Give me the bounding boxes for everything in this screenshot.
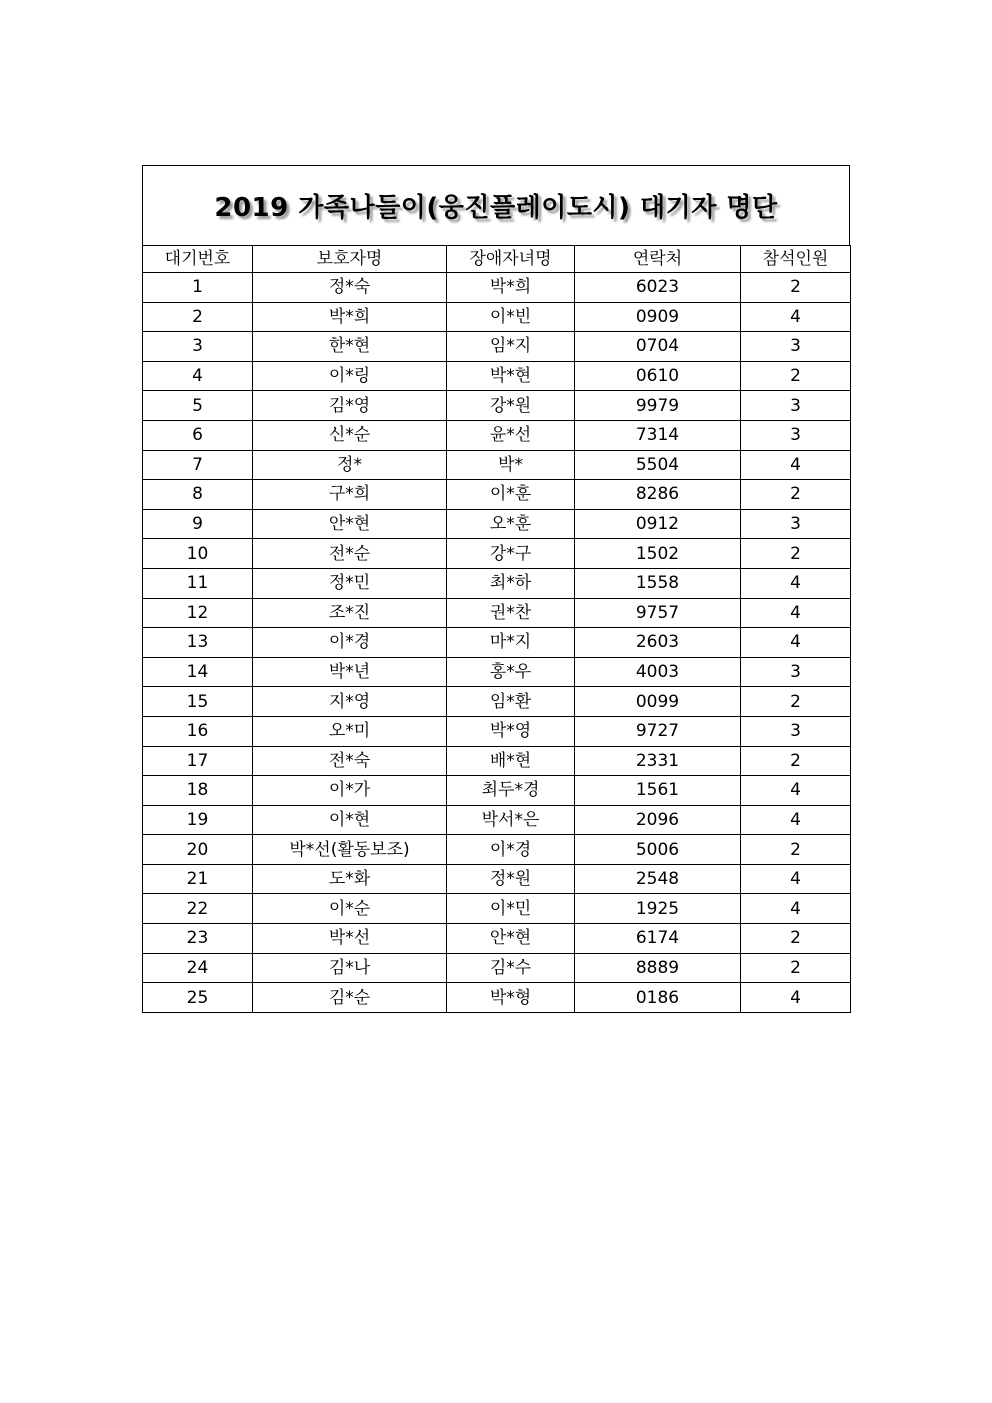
attendees-cell: 4 bbox=[741, 983, 851, 1013]
child-name-cell: 박* bbox=[447, 450, 575, 480]
attendees-cell: 2 bbox=[741, 273, 851, 303]
child-name-cell: 오*훈 bbox=[447, 509, 575, 539]
attendees-cell: 3 bbox=[741, 716, 851, 746]
attendees-cell: 3 bbox=[741, 332, 851, 362]
attendees-cell: 3 bbox=[741, 420, 851, 450]
contact-cell: 2331 bbox=[575, 746, 741, 776]
guardian-name-cell: 구*희 bbox=[253, 480, 447, 510]
child-name-cell: 윤*선 bbox=[447, 420, 575, 450]
guardian-name-cell: 김*순 bbox=[253, 983, 447, 1013]
table-row bbox=[143, 953, 851, 983]
child-name-cell: 권*찬 bbox=[447, 598, 575, 628]
wait-number-cell: 11 bbox=[143, 568, 253, 598]
guardian-name-cell: 정*숙 bbox=[253, 273, 447, 303]
table-row bbox=[143, 835, 851, 865]
wait-number-cell: 19 bbox=[143, 805, 253, 835]
guardian-name-cell: 전*숙 bbox=[253, 746, 447, 776]
guardian-name-cell: 김*영 bbox=[253, 391, 447, 421]
wait-number-cell: 25 bbox=[143, 983, 253, 1013]
child-name-cell: 박*현 bbox=[447, 361, 575, 391]
guardian-name-cell: 박*희 bbox=[253, 302, 447, 332]
attendees-cell: 2 bbox=[741, 746, 851, 776]
child-name-cell: 김*수 bbox=[447, 953, 575, 983]
wait-number-cell: 7 bbox=[143, 450, 253, 480]
guardian-name-cell: 도*화 bbox=[253, 864, 447, 894]
guardian-name-cell: 박*선 bbox=[253, 924, 447, 954]
table-row bbox=[143, 361, 851, 391]
contact-cell: 6023 bbox=[575, 273, 741, 303]
wait-number-cell: 14 bbox=[143, 657, 253, 687]
table-row bbox=[143, 539, 851, 569]
attendees-cell: 2 bbox=[741, 835, 851, 865]
table-row bbox=[143, 983, 851, 1013]
child-name-cell: 박*희 bbox=[447, 273, 575, 303]
col-header-child-name: 장애자녀명 bbox=[447, 246, 575, 273]
child-name-cell: 임*환 bbox=[447, 687, 575, 717]
attendees-cell: 4 bbox=[741, 894, 851, 924]
table-row bbox=[143, 805, 851, 835]
attendees-cell: 3 bbox=[741, 657, 851, 687]
table-row bbox=[143, 302, 851, 332]
table-row bbox=[143, 420, 851, 450]
wait-number-cell: 20 bbox=[143, 835, 253, 865]
table-row bbox=[143, 657, 851, 687]
guardian-name-cell: 이*순 bbox=[253, 894, 447, 924]
contact-cell: 1925 bbox=[575, 894, 741, 924]
wait-number-cell: 18 bbox=[143, 776, 253, 806]
wait-number-cell: 5 bbox=[143, 391, 253, 421]
child-name-cell: 박*형 bbox=[447, 983, 575, 1013]
child-name-cell: 이*훈 bbox=[447, 480, 575, 510]
contact-cell: 7314 bbox=[575, 420, 741, 450]
title-box bbox=[142, 165, 850, 245]
wait-number-cell: 22 bbox=[143, 894, 253, 924]
attendees-cell: 2 bbox=[741, 924, 851, 954]
attendees-cell: 4 bbox=[741, 598, 851, 628]
attendees-cell: 4 bbox=[741, 776, 851, 806]
wait-number-cell: 16 bbox=[143, 716, 253, 746]
contact-cell: 1558 bbox=[575, 568, 741, 598]
guardian-name-cell: 박*년 bbox=[253, 657, 447, 687]
child-name-cell: 박*영 bbox=[447, 716, 575, 746]
table-row bbox=[143, 598, 851, 628]
wait-number-cell: 9 bbox=[143, 509, 253, 539]
guardian-name-cell: 김*나 bbox=[253, 953, 447, 983]
guardian-name-cell: 전*순 bbox=[253, 539, 447, 569]
contact-cell: 0099 bbox=[575, 687, 741, 717]
child-name-cell: 최*하 bbox=[447, 568, 575, 598]
table-row bbox=[143, 628, 851, 658]
table-row bbox=[143, 568, 851, 598]
child-name-cell: 이*빈 bbox=[447, 302, 575, 332]
wait-number-cell: 15 bbox=[143, 687, 253, 717]
attendees-cell: 4 bbox=[741, 628, 851, 658]
wait-number-cell: 24 bbox=[143, 953, 253, 983]
wait-number-cell: 6 bbox=[143, 420, 253, 450]
table-row bbox=[143, 864, 851, 894]
child-name-cell: 이*민 bbox=[447, 894, 575, 924]
table-row bbox=[143, 480, 851, 510]
col-header-attendees: 참석인원 bbox=[741, 246, 851, 273]
table-row bbox=[143, 450, 851, 480]
col-header-contact: 연락처 bbox=[575, 246, 741, 273]
attendees-cell: 4 bbox=[741, 805, 851, 835]
attendees-cell: 2 bbox=[741, 687, 851, 717]
table-row bbox=[143, 273, 851, 303]
contact-cell: 8286 bbox=[575, 480, 741, 510]
contact-cell: 9757 bbox=[575, 598, 741, 628]
guardian-name-cell: 정* bbox=[253, 450, 447, 480]
attendees-cell: 4 bbox=[741, 568, 851, 598]
contact-cell: 8889 bbox=[575, 953, 741, 983]
waitlist-table bbox=[142, 245, 851, 1013]
table-row bbox=[143, 716, 851, 746]
table-row bbox=[143, 776, 851, 806]
child-name-cell: 마*지 bbox=[447, 628, 575, 658]
child-name-cell: 강*구 bbox=[447, 539, 575, 569]
child-name-cell: 강*원 bbox=[447, 391, 575, 421]
guardian-name-cell: 조*진 bbox=[253, 598, 447, 628]
guardian-name-cell: 이*현 bbox=[253, 805, 447, 835]
guardian-name-cell: 이*경 bbox=[253, 628, 447, 658]
document-title: 2019 가족나들이(웅진플레이도시) 대기자 명단 bbox=[214, 193, 778, 223]
table-row bbox=[143, 332, 851, 362]
attendees-cell: 2 bbox=[741, 480, 851, 510]
waitlist-document bbox=[142, 165, 850, 1013]
contact-cell: 1502 bbox=[575, 539, 741, 569]
contact-cell: 0704 bbox=[575, 332, 741, 362]
guardian-name-cell: 오*미 bbox=[253, 716, 447, 746]
wait-number-cell: 21 bbox=[143, 864, 253, 894]
contact-cell: 6174 bbox=[575, 924, 741, 954]
guardian-name-cell: 이*가 bbox=[253, 776, 447, 806]
contact-cell: 4003 bbox=[575, 657, 741, 687]
attendees-cell: 3 bbox=[741, 391, 851, 421]
attendees-cell: 4 bbox=[741, 864, 851, 894]
table-row bbox=[143, 924, 851, 954]
table-body bbox=[143, 273, 851, 1013]
contact-cell: 5504 bbox=[575, 450, 741, 480]
wait-number-cell: 23 bbox=[143, 924, 253, 954]
col-header-wait-number: 대기번호 bbox=[143, 246, 253, 273]
child-name-cell: 홍*우 bbox=[447, 657, 575, 687]
child-name-cell: 안*현 bbox=[447, 924, 575, 954]
table-row bbox=[143, 746, 851, 776]
attendees-cell: 2 bbox=[741, 953, 851, 983]
wait-number-cell: 2 bbox=[143, 302, 253, 332]
contact-cell: 2096 bbox=[575, 805, 741, 835]
guardian-name-cell: 지*영 bbox=[253, 687, 447, 717]
child-name-cell: 배*현 bbox=[447, 746, 575, 776]
wait-number-cell: 3 bbox=[143, 332, 253, 362]
table-row bbox=[143, 687, 851, 717]
wait-number-cell: 13 bbox=[143, 628, 253, 658]
contact-cell: 9979 bbox=[575, 391, 741, 421]
contact-cell: 0186 bbox=[575, 983, 741, 1013]
table-row bbox=[143, 391, 851, 421]
contact-cell: 0909 bbox=[575, 302, 741, 332]
contact-cell: 2548 bbox=[575, 864, 741, 894]
contact-cell: 1561 bbox=[575, 776, 741, 806]
table-row bbox=[143, 509, 851, 539]
contact-cell: 2603 bbox=[575, 628, 741, 658]
child-name-cell: 최두*경 bbox=[447, 776, 575, 806]
child-name-cell: 박서*은 bbox=[447, 805, 575, 835]
child-name-cell: 이*경 bbox=[447, 835, 575, 865]
guardian-name-cell: 안*현 bbox=[253, 509, 447, 539]
wait-number-cell: 17 bbox=[143, 746, 253, 776]
contact-cell: 0912 bbox=[575, 509, 741, 539]
col-header-guardian-name: 보호자명 bbox=[253, 246, 447, 273]
wait-number-cell: 10 bbox=[143, 539, 253, 569]
contact-cell: 5006 bbox=[575, 835, 741, 865]
contact-cell: 0610 bbox=[575, 361, 741, 391]
contact-cell: 9727 bbox=[575, 716, 741, 746]
wait-number-cell: 1 bbox=[143, 273, 253, 303]
attendees-cell: 4 bbox=[741, 450, 851, 480]
wait-number-cell: 4 bbox=[143, 361, 253, 391]
header-row bbox=[143, 246, 851, 273]
attendees-cell: 4 bbox=[741, 302, 851, 332]
wait-number-cell: 8 bbox=[143, 480, 253, 510]
attendees-cell: 2 bbox=[741, 539, 851, 569]
wait-number-cell: 12 bbox=[143, 598, 253, 628]
child-name-cell: 정*원 bbox=[447, 864, 575, 894]
guardian-name-cell: 정*민 bbox=[253, 568, 447, 598]
guardian-name-cell: 이*링 bbox=[253, 361, 447, 391]
guardian-name-cell: 신*순 bbox=[253, 420, 447, 450]
guardian-name-cell: 한*현 bbox=[253, 332, 447, 362]
child-name-cell: 임*지 bbox=[447, 332, 575, 362]
attendees-cell: 3 bbox=[741, 509, 851, 539]
guardian-name-cell: 박*선(활동보조) bbox=[253, 835, 447, 865]
table-row bbox=[143, 894, 851, 924]
attendees-cell: 2 bbox=[741, 361, 851, 391]
